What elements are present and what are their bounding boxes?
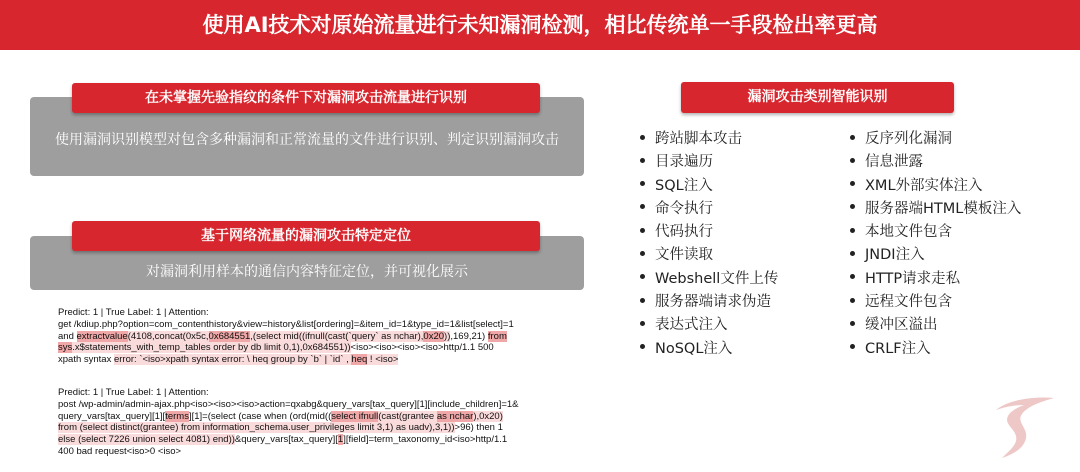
code-token: 400 bad request<iso>0 <iso> xyxy=(58,445,182,457)
bullet-icon xyxy=(850,181,855,186)
attention-highlight: else (select 7226 union select 4081) end)) xyxy=(58,434,235,446)
attack-category-label: 信息泄露 xyxy=(865,154,923,171)
section1-tag: 在未掌握先验指纹的条件下对漏洞攻击流量进行识别 xyxy=(72,83,540,113)
code-line xyxy=(58,331,514,343)
bullet-icon xyxy=(640,135,645,140)
attention-highlight: 0x684551 xyxy=(208,330,251,342)
attention-highlight: ! <iso> xyxy=(367,354,399,366)
attack-category-label: 表达式注入 xyxy=(655,317,728,334)
attention-highlight: error: `<iso>xpath syntax error: \ heq group by `b` | `id` , xyxy=(113,354,352,366)
code-line xyxy=(58,434,519,446)
code-token: ][1]=(select (case when (ord(mid(( xyxy=(188,410,332,422)
code-line xyxy=(58,422,519,434)
attention-sample-2 xyxy=(58,387,519,458)
attack-category-label: 跨站脚本攻击 xyxy=(655,131,742,147)
code-line xyxy=(58,387,519,399)
attention-highlight: as nchar xyxy=(436,410,474,422)
attack-category-label: XML外部实体注入 xyxy=(865,177,983,194)
attack-category-label: NoSQL注入 xyxy=(655,340,733,357)
attack-category-list-left xyxy=(640,128,778,361)
bullet-icon xyxy=(640,158,645,163)
bullet-icon xyxy=(850,344,855,349)
bullet-icon xyxy=(640,251,645,256)
code-token: ][field]=term_taxonomy_id<iso>http/1.1 xyxy=(343,434,508,446)
attack-category-item xyxy=(640,244,778,267)
attack-category-item xyxy=(640,314,778,337)
brand-logo-icon xyxy=(988,392,1058,462)
attention-highlight: from (select distinct(grantee) from information_schema.user_privileges limit 3,1) as uadv),3,1)) xyxy=(58,422,455,434)
bullet-icon xyxy=(850,204,855,209)
attack-category-item xyxy=(640,221,778,244)
attack-category-item xyxy=(640,151,778,174)
attack-category-item xyxy=(850,221,1021,244)
code-line xyxy=(58,342,514,354)
attention-highlight: (4108,concat(0x5c, xyxy=(127,330,209,342)
page-title: 使用AI技术对原始流量进行未知漏洞检测，相比传统单一手段检出率更高 xyxy=(0,0,1080,50)
attack-category-item xyxy=(640,198,778,221)
attack-category-item xyxy=(850,128,1021,151)
section2-description: 对漏洞利用样本的通信内容特征定位，并可视化展示 xyxy=(146,264,468,280)
attack-category-item xyxy=(850,314,1021,337)
attack-category-label: 服务器端HTML模板注入 xyxy=(865,200,1022,217)
code-line xyxy=(58,307,514,319)
attack-category-item xyxy=(850,244,1021,267)
bullet-icon xyxy=(850,135,855,140)
attention-highlight: heq xyxy=(351,354,368,366)
bullet-icon xyxy=(640,298,645,303)
attack-category-label: CRLF注入 xyxy=(865,340,931,357)
attack-category-list-right xyxy=(850,128,1021,361)
attack-category-label: Webshell文件上传 xyxy=(655,270,779,287)
code-token: ,169,21) xyxy=(450,330,488,342)
attack-category-item xyxy=(850,151,1021,174)
attack-category-label: 反序列化漏洞 xyxy=(865,131,952,147)
attention-highlight: extractvalue xyxy=(76,330,128,342)
attention-highlight: (cast(grantee xyxy=(378,410,437,422)
section1-description: 使用漏洞识别模型对包含多种漏洞和正常流量的文件进行识别、判定识别漏洞攻击 xyxy=(55,132,559,148)
attention-highlight: select ifnull xyxy=(331,410,379,422)
attack-category-label: 代码执行 xyxy=(655,224,713,241)
bullet-icon xyxy=(640,228,645,233)
bullet-icon xyxy=(850,251,855,256)
attention-highlight: sys xyxy=(58,342,73,354)
section3-tag: 漏洞攻击类别智能识别 xyxy=(681,82,954,113)
attack-category-label: HTTP请求走私 xyxy=(865,270,961,287)
code-line xyxy=(58,446,519,458)
attack-category-label: 命令执行 xyxy=(655,200,713,217)
attention-highlight: 1 xyxy=(337,434,344,446)
attack-category-item xyxy=(640,175,778,198)
attack-category-item xyxy=(850,268,1021,291)
attack-category-label: 本地文件包含 xyxy=(865,224,952,241)
attention-highlight: 0x20 xyxy=(423,330,445,342)
bullet-icon xyxy=(640,321,645,326)
code-token: and xyxy=(58,330,77,342)
attack-category-item xyxy=(640,268,778,291)
code-token: xpath syntax xyxy=(58,354,114,366)
bullet-icon xyxy=(850,228,855,233)
attack-category-label: 目录遍历 xyxy=(655,154,713,171)
code-token: get /kdiup.php?option=com_contenthistory&view=history&list[ordering]=&item_id=1&type_id=1&list[select]=1 xyxy=(58,318,514,330)
attack-category-item xyxy=(850,198,1021,221)
code-token: Predict: 1 | True Label: 1 | Attention: xyxy=(58,307,209,318)
attack-category-item xyxy=(850,338,1021,361)
attention-highlight: )) xyxy=(444,330,451,342)
code-token: <iso><iso><iso><iso>http/1.1 500 xyxy=(350,342,494,354)
bullet-icon xyxy=(850,298,855,303)
attack-category-label: 缓冲区溢出 xyxy=(865,317,938,334)
bullet-icon xyxy=(850,158,855,163)
section2-tag: 基于网络流量的漏洞攻击特定定位 xyxy=(72,221,540,251)
attack-category-item xyxy=(640,128,778,151)
attention-sample-1 xyxy=(58,307,514,366)
attention-highlight: ,(select mid((ifnull(cast(`query` as nchar), xyxy=(250,330,424,342)
attack-category-item xyxy=(850,175,1021,198)
attack-category-label: SQL注入 xyxy=(655,177,713,194)
attention-highlight: ),0x20) xyxy=(473,410,503,422)
attack-category-label: JNDI注入 xyxy=(865,247,925,264)
attack-category-label: 服务器端请求伪造 xyxy=(655,294,771,311)
attention-highlight: terms xyxy=(165,410,189,422)
attention-highlight: from xyxy=(487,330,507,342)
code-line xyxy=(58,319,514,331)
attack-category-item xyxy=(640,338,778,361)
code-token: post /wp-admin/admin-ajax.php<iso><iso><iso>action=qxabg&query_vars[tax_query][1][include_children]=1& xyxy=(58,398,519,410)
code-line xyxy=(58,399,519,411)
attack-category-item xyxy=(640,291,778,314)
bullet-icon xyxy=(640,204,645,209)
attack-category-label: 文件读取 xyxy=(655,247,713,264)
bullet-icon xyxy=(850,274,855,279)
attention-highlight: .x$statements_with_temp_tables order by db limit 0,1),0x684551)) xyxy=(72,342,351,354)
code-token: &query_vars[tax_query][ xyxy=(234,434,338,446)
attack-category-item xyxy=(850,291,1021,314)
code-token: Predict: 1 | True Label: 1 | Attention: xyxy=(58,387,209,398)
bullet-icon xyxy=(640,181,645,186)
code-line xyxy=(58,411,519,423)
code-line xyxy=(58,354,514,366)
bullet-icon xyxy=(850,321,855,326)
attack-category-label: 远程文件包含 xyxy=(865,294,952,311)
code-token: >96) then 1 xyxy=(454,422,503,434)
bullet-icon xyxy=(640,344,645,349)
code-token: query_vars[tax_query][1][ xyxy=(58,410,166,422)
bullet-icon xyxy=(640,274,645,279)
